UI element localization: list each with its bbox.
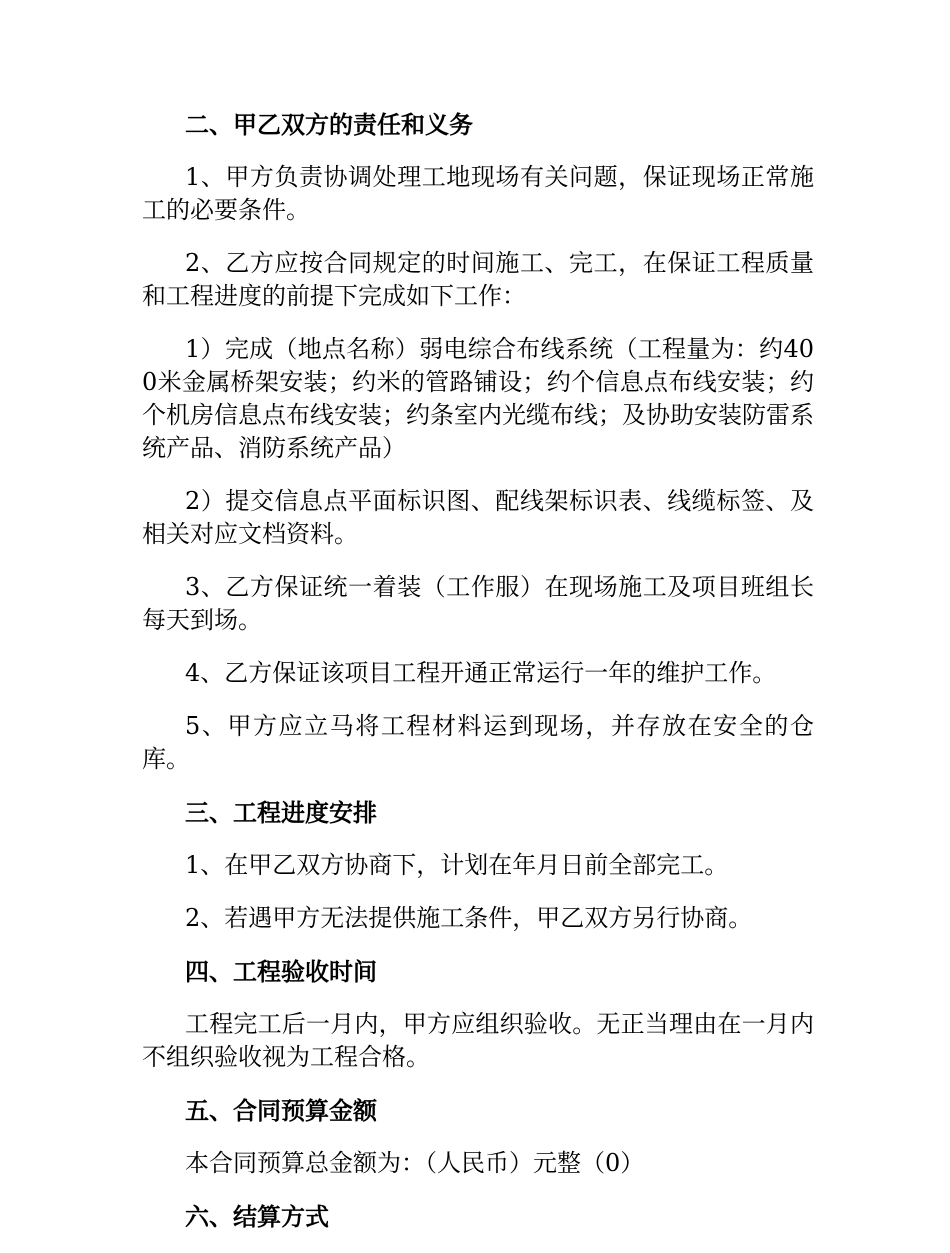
document-body bbox=[142, 108, 814, 1253]
section-heading-settlement: 六、结算方式 bbox=[185, 1202, 329, 1231]
clause-paragraph: 1、甲方负责协调处理工地现场有关问题，保证现场正常施工的必要条件。 bbox=[142, 163, 814, 224]
clause-paragraph: 4、乙方保证该项目工程开通正常运行一年的维护工作。 bbox=[185, 659, 777, 687]
clause-paragraph: 5、甲方应立马将工程材料运到现场，并存放在安全的仓库。 bbox=[142, 712, 814, 773]
clause-paragraph: 1）完成（地点名称）弱电综合布线系统（工程量为：约400米金属桥架安装；约米的管路铺设；约个信息点布线安装；约个机房信息点布线安装；约条室内光缆布线；及协助安装防雷系统产品、消防系统产品） bbox=[142, 335, 814, 462]
clause-paragraph: 本合同预算总金额为：（人民币）元整（0） bbox=[185, 1149, 645, 1177]
section-heading-responsibilities: 二、甲乙双方的责任和义务 bbox=[185, 110, 473, 139]
clause-paragraph: 工程完工后一月内，甲方应组织验收。无正当理由在一月内不组织验收视为工程合格。 bbox=[142, 1010, 814, 1071]
clause-paragraph: 2）提交信息点平面标识图、配线架标识表、线缆标签、及相关对应文档资料。 bbox=[142, 487, 814, 548]
clause-paragraph: 2、若遇甲方无法提供施工条件，甲乙双方另行协商。 bbox=[185, 904, 753, 932]
clause-paragraph: 1、在甲乙双方协商下，计划在年月日前全部完工。 bbox=[185, 851, 729, 879]
section-heading-acceptance: 四、工程验收时间 bbox=[185, 957, 377, 986]
clause-paragraph: 3、乙方保证统一着装（工作服）在现场施工及项目班组长每天到场。 bbox=[142, 573, 814, 634]
section-heading-budget: 五、合同预算金额 bbox=[185, 1096, 377, 1125]
section-heading-schedule: 三、工程进度安排 bbox=[185, 798, 377, 827]
clause-paragraph: 2、乙方应按合同规定的时间施工、完工，在保证工程质量和工程进度的前提下完成如下工作： bbox=[142, 249, 814, 310]
